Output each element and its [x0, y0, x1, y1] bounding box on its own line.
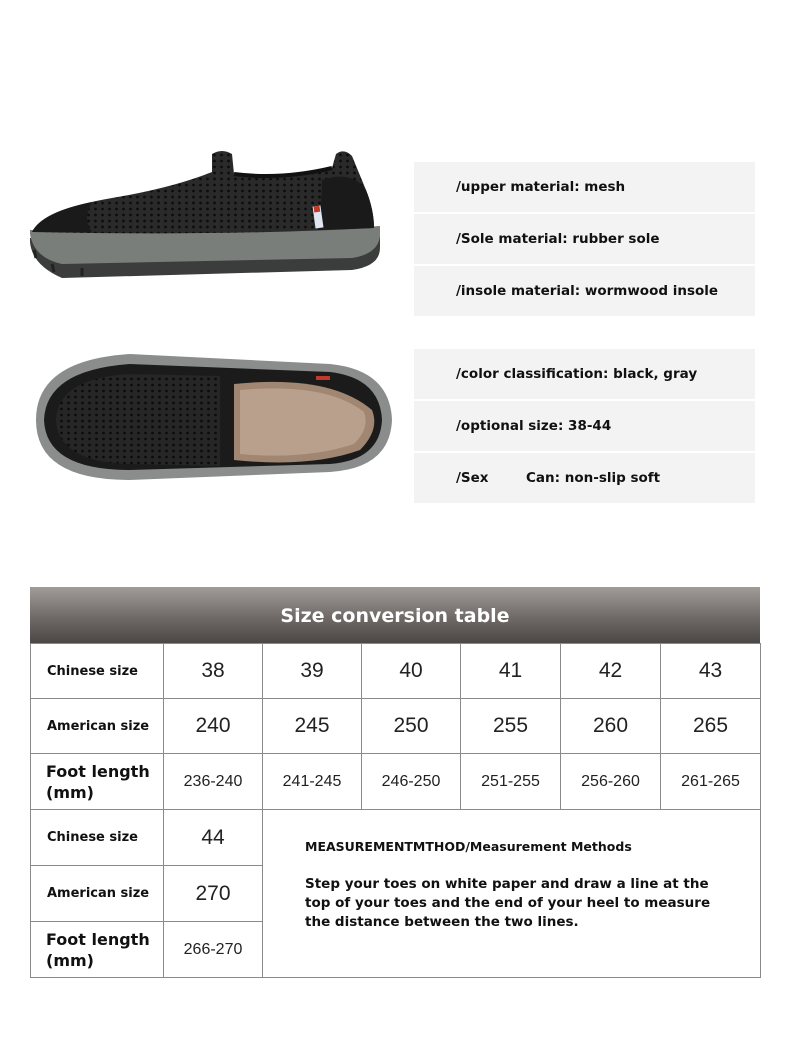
- spec-sex-key: /Sex: [456, 470, 489, 486]
- table-cell: 265: [661, 699, 761, 754]
- table-cell: 41: [461, 644, 561, 699]
- table-row-foot-length: [31, 754, 761, 810]
- table-cell: 44: [164, 810, 263, 866]
- table-cell: 255: [461, 699, 561, 754]
- spec-color-classification: /color classification: black, gray: [414, 349, 755, 399]
- spec-group-materials: [414, 162, 755, 318]
- size-table-title: Size conversion table: [30, 587, 760, 644]
- table-cell: 241-245: [263, 754, 362, 810]
- spec-upper-material: /upper material: mesh: [414, 162, 755, 212]
- spec-insole-material: /insole material: wormwood insole: [414, 266, 755, 316]
- measurement-method-title: MEASUREMENTMTHOD/Measurement Methods: [305, 839, 632, 854]
- row-label-chinese-size: Chinese size: [31, 810, 164, 866]
- spec-sex-value: Can: non-slip soft: [526, 470, 661, 486]
- row-label-american-size: American size: [31, 699, 164, 754]
- row-label-american-size: American size: [31, 866, 164, 922]
- table-cell: 38: [164, 644, 263, 699]
- row-label-foot-length: Foot length (mm): [31, 754, 164, 810]
- spec-sex: [414, 453, 755, 503]
- shoe-top-view-image: [30, 340, 400, 490]
- measurement-method-cell: [263, 810, 761, 978]
- shoe-side-view-image: [22, 140, 392, 300]
- size-table-extra-and-method: [30, 809, 761, 978]
- spec-sole-material: /Sole material: rubber sole: [414, 214, 755, 264]
- table-cell: 256-260: [561, 754, 661, 810]
- table-row-chinese-44: [31, 810, 761, 866]
- size-conversion-table: [30, 643, 761, 810]
- table-cell: 40: [362, 644, 461, 699]
- row-label-foot-length: Foot length (mm): [31, 922, 164, 978]
- table-cell: 266-270: [164, 922, 263, 978]
- table-cell: 39: [263, 644, 362, 699]
- measurement-method-text: Step your toes on white paper and draw a line at the top of your toes and the end of your heel to measure the distance between the two lines.: [305, 876, 711, 930]
- spec-optional-size: /optional size: 38-44: [414, 401, 755, 451]
- table-cell: 42: [561, 644, 661, 699]
- table-row-chinese: [31, 644, 761, 699]
- row-label-chinese-size: Chinese size: [31, 644, 164, 699]
- table-cell: 43: [661, 644, 761, 699]
- spec-group-options: [414, 349, 755, 505]
- table-cell: 240: [164, 699, 263, 754]
- table-cell: 246-250: [362, 754, 461, 810]
- table-cell: 261-265: [661, 754, 761, 810]
- table-cell: 236-240: [164, 754, 263, 810]
- table-cell: 251-255: [461, 754, 561, 810]
- table-cell: 245: [263, 699, 362, 754]
- table-row-american: [31, 699, 761, 754]
- table-cell: 270: [164, 866, 263, 922]
- table-cell: 250: [362, 699, 461, 754]
- table-cell: 260: [561, 699, 661, 754]
